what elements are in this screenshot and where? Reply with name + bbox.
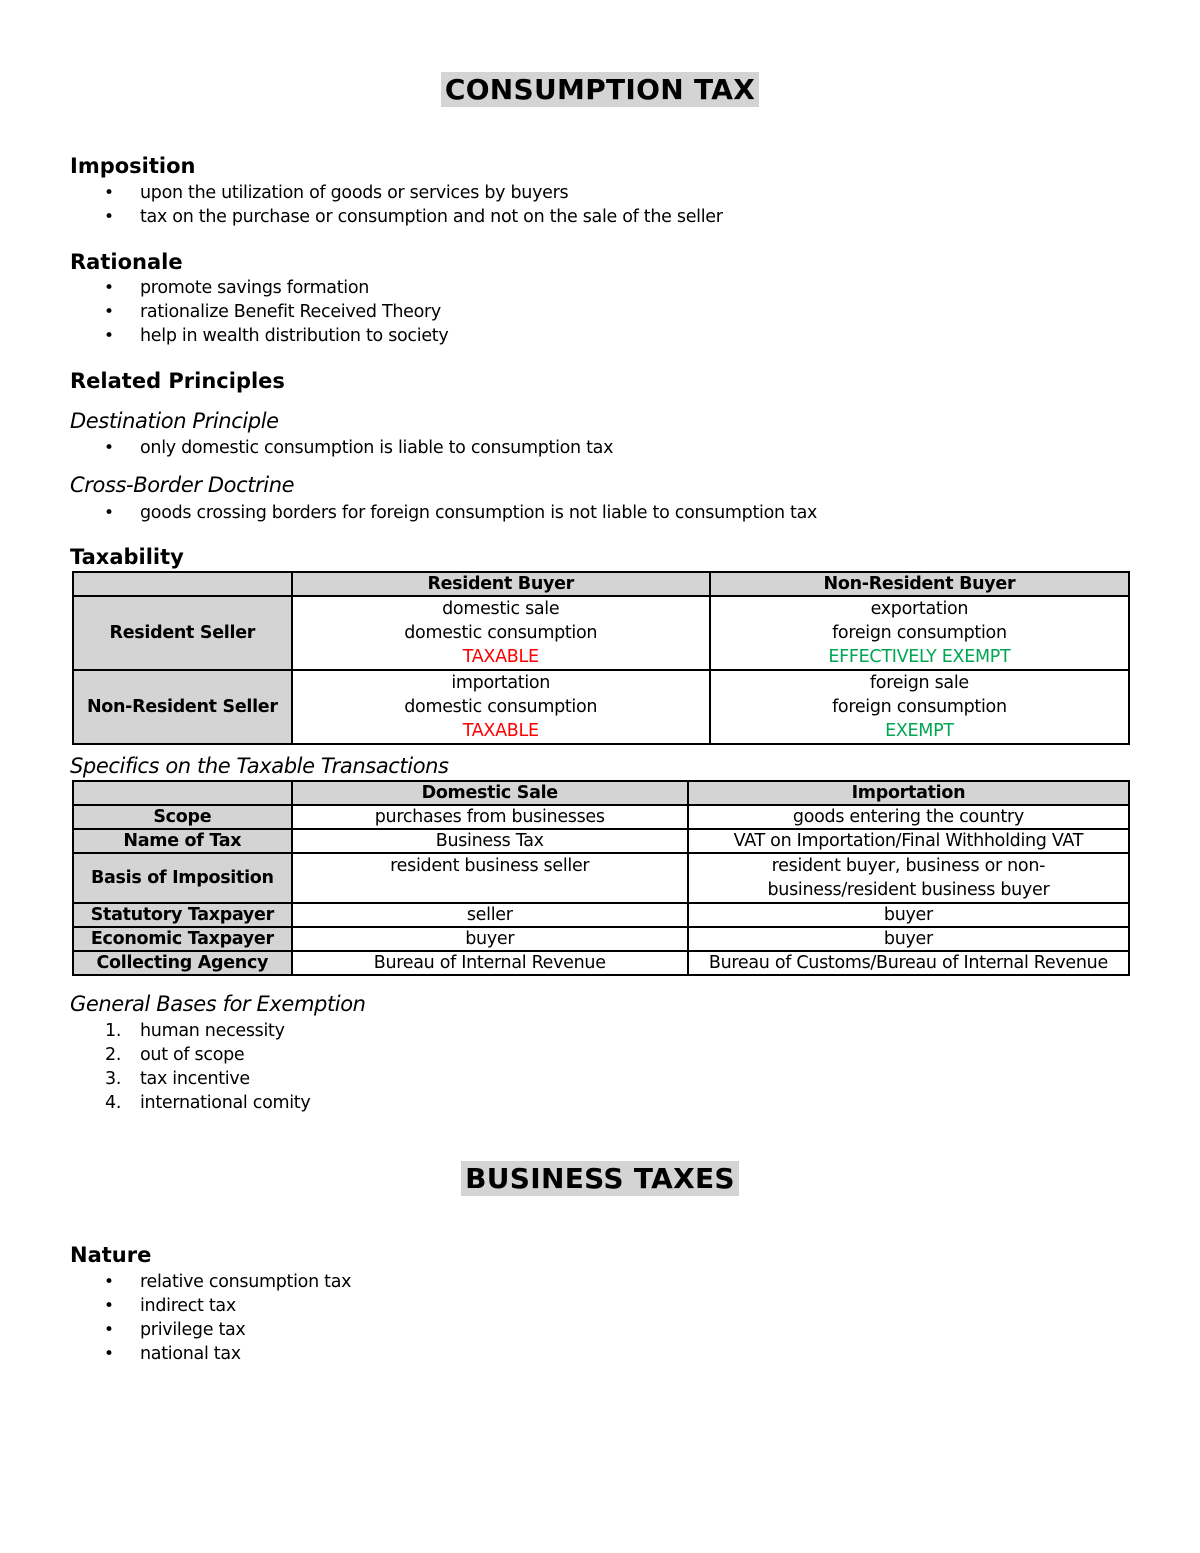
taxable-status: TAXABLE [462, 647, 539, 667]
bullet-icon: • [104, 278, 114, 298]
column-header: Resident Buyer [292, 572, 710, 596]
cross-border-doctrine-list [0, 501, 817, 525]
list-item: 4. international comity [105, 1093, 311, 1113]
row-header: Name of Tax [73, 829, 292, 853]
table-row [73, 670, 1129, 744]
bullet-icon: • [104, 183, 114, 203]
row-header: Non-Resident Seller [73, 670, 292, 744]
bullet-icon: • [104, 1296, 114, 1316]
list-item: • privilege tax [104, 1320, 246, 1340]
list-item: 1. human necessity [105, 1021, 285, 1041]
list-item: 2. out of scope [105, 1045, 245, 1065]
table-cell: Bureau of Customs/Bureau of Internal Revenue [688, 951, 1129, 975]
table-cell: resident buyer, business or non- business/resident business buyer [688, 853, 1129, 903]
cross-border-doctrine-heading: Cross-Border Doctrine [70, 473, 295, 497]
corner-cell [73, 781, 292, 805]
table-cell: buyer [688, 903, 1129, 927]
table-cell: foreign sale foreign consumption EXEMPT [710, 670, 1129, 744]
bullet-icon: • [104, 207, 114, 227]
table-row [73, 596, 1129, 670]
table-row [73, 829, 1129, 853]
list-item: • indirect tax [104, 1296, 236, 1316]
list-item: • tax on the purchase or consumption and not on the sale of the seller [104, 207, 723, 227]
table-cell: purchases from businesses [292, 805, 688, 829]
table-row [73, 951, 1129, 975]
taxability-table [72, 571, 1130, 745]
table-cell: importation domestic consumption TAXABLE [292, 670, 710, 744]
table-row [73, 805, 1129, 829]
column-header: Domestic Sale [292, 781, 688, 805]
table-cell: buyer [292, 927, 688, 951]
exempt-status: EXEMPT [885, 721, 954, 741]
row-header: Statutory Taxpayer [73, 903, 292, 927]
list-item: • relative consumption tax [104, 1272, 352, 1292]
list-item: • national tax [104, 1344, 241, 1364]
taxable-status: TAXABLE [462, 721, 539, 741]
rationale-list [0, 276, 448, 348]
exemption-heading: General Bases for Exemption [70, 992, 366, 1016]
table-row [73, 853, 1129, 903]
nature-list [0, 1270, 351, 1366]
table-header-row [73, 572, 1129, 596]
list-item: • help in wealth distribution to society [104, 326, 449, 346]
table-cell: domestic sale domestic consumption TAXABLE [292, 596, 710, 670]
table-cell: seller [292, 903, 688, 927]
taxability-heading: Taxability [70, 545, 184, 569]
specifics-heading: Specifics on the Taxable Transactions [70, 754, 449, 778]
imposition-heading: Imposition [70, 154, 196, 178]
bullet-icon: • [104, 326, 114, 346]
row-header: Resident Seller [73, 596, 292, 670]
row-header: Collecting Agency [73, 951, 292, 975]
table-header-row [73, 781, 1129, 805]
table-cell: buyer [688, 927, 1129, 951]
row-header: Economic Taxpayer [73, 927, 292, 951]
table-cell: VAT on Importation/Final Withholding VAT [688, 829, 1129, 853]
list-item: • only domestic consumption is liable to consumption tax [104, 438, 614, 458]
imposition-list [0, 181, 723, 229]
column-header: Non-Resident Buyer [710, 572, 1129, 596]
table-cell: Bureau of Internal Revenue [292, 951, 688, 975]
related-principles-heading: Related Principles [70, 369, 285, 393]
exempt-status: EFFECTIVELY EXEMPT [828, 647, 1011, 667]
consumption-tax-title: CONSUMPTION TAX [441, 72, 759, 107]
bullet-icon: • [104, 1344, 114, 1364]
table-row [73, 903, 1129, 927]
column-header: Importation [688, 781, 1129, 805]
corner-cell [73, 572, 292, 596]
business-taxes-title: BUSINESS TAXES [461, 1161, 739, 1196]
table-cell: resident business seller [292, 853, 688, 903]
bullet-icon: • [104, 503, 114, 523]
bullet-icon: • [104, 1320, 114, 1340]
bullet-icon: • [104, 438, 114, 458]
page-title [0, 72, 1200, 107]
list-item: 3. tax incentive [105, 1069, 250, 1089]
bullet-icon: • [104, 1272, 114, 1292]
specifics-table [72, 780, 1130, 976]
exemption-list [0, 1019, 310, 1115]
row-header: Scope [73, 805, 292, 829]
table-cell: goods entering the country [688, 805, 1129, 829]
table-cell: exportation foreign consumption EFFECTIVELY EXEMPT [710, 596, 1129, 670]
destination-principle-list [0, 436, 613, 460]
bullet-icon: • [104, 302, 114, 322]
table-row [73, 927, 1129, 951]
page-title [0, 1161, 1200, 1196]
list-item: • goods crossing borders for foreign consumption is not liable to consumption tax [104, 503, 818, 523]
list-item: • rationalize Benefit Received Theory [104, 302, 441, 322]
rationale-heading: Rationale [70, 250, 183, 274]
row-header: Basis of Imposition [73, 853, 292, 903]
nature-heading: Nature [70, 1243, 152, 1267]
list-item: • upon the utilization of goods or services by buyers [104, 183, 569, 203]
destination-principle-heading: Destination Principle [70, 409, 279, 433]
list-item: • promote savings formation [104, 278, 370, 298]
table-cell: Business Tax [292, 829, 688, 853]
